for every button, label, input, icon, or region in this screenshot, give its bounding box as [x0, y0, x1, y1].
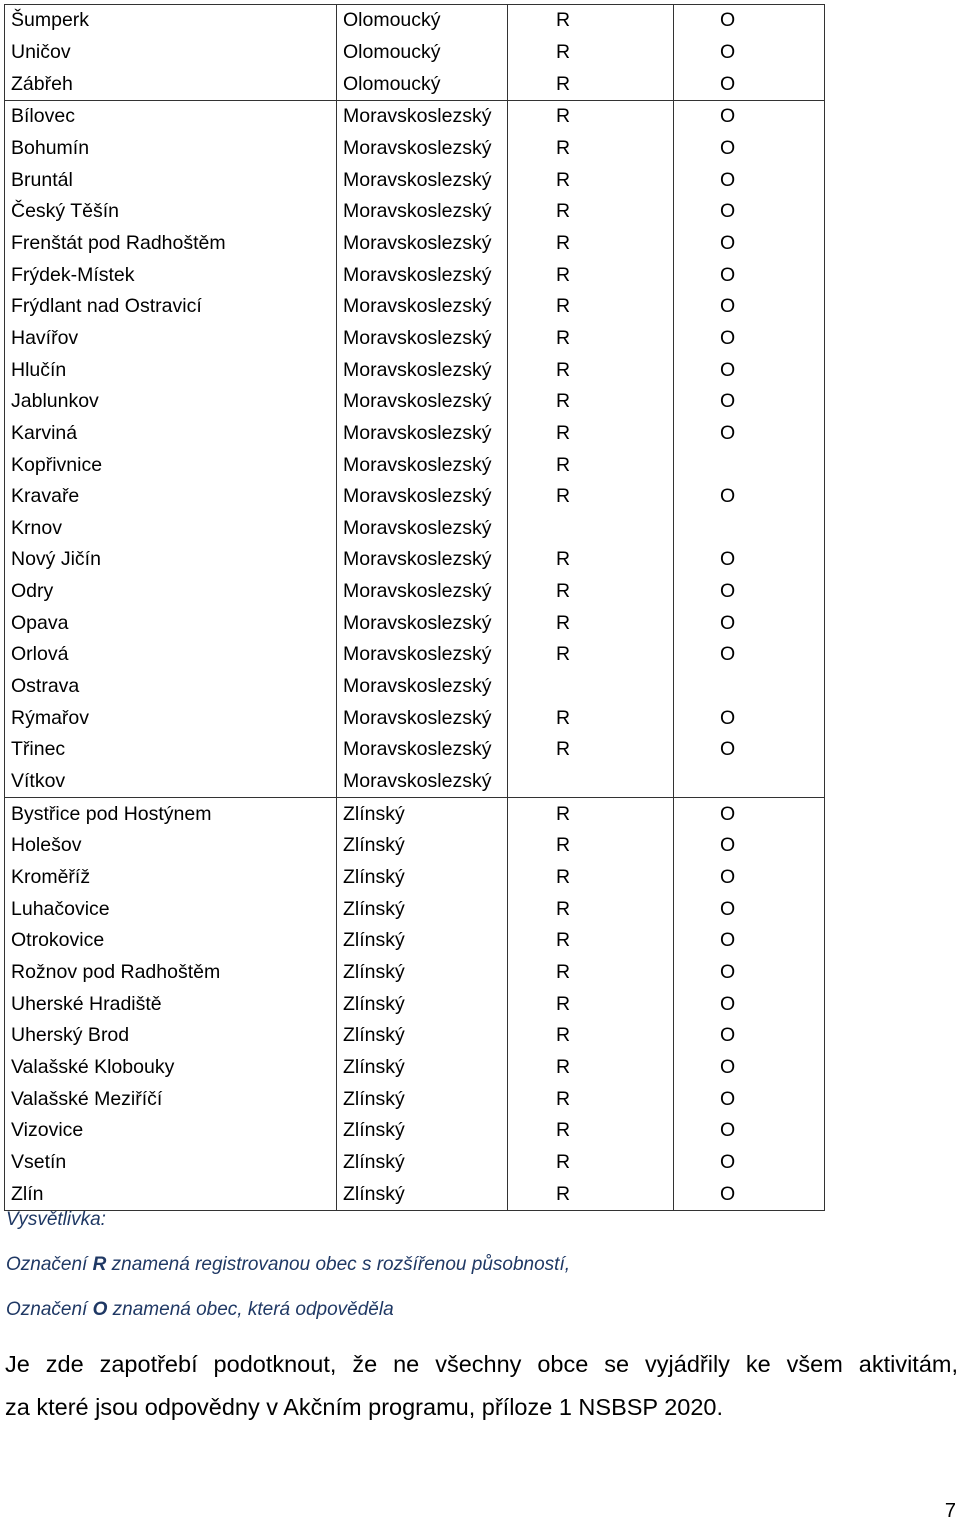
table-row — [5, 449, 825, 481]
city-cell: Vizovice — [5, 1115, 337, 1147]
o-mark-cell: O — [674, 68, 825, 100]
o-mark-cell: O — [674, 196, 825, 228]
region-cell: Zlínský — [337, 862, 508, 894]
o-mark-cell: O — [674, 386, 825, 418]
table-row — [5, 68, 825, 100]
legend-o-prefix: Označení — [6, 1299, 93, 1320]
o-mark-cell: O — [674, 1147, 825, 1179]
city-cell: Valašské Meziříčí — [5, 1083, 337, 1115]
r-mark-cell — [508, 766, 674, 798]
o-mark-cell: O — [674, 1115, 825, 1147]
region-cell: Moravskoslezský — [337, 449, 508, 481]
o-mark-cell: O — [674, 893, 825, 925]
table-row — [5, 481, 825, 513]
legend-o-mark: O — [92, 1299, 108, 1320]
region-cell: Moravskoslezský — [337, 228, 508, 260]
r-mark-cell: R — [508, 196, 674, 228]
city-cell: Rožnov pod Radhoštěm — [5, 957, 337, 989]
table-row — [5, 164, 825, 196]
city-cell: Jablunkov — [5, 386, 337, 418]
city-cell: Kopřivnice — [5, 449, 337, 481]
region-cell: Moravskoslezský — [337, 513, 508, 545]
city-cell: Krnov — [5, 513, 337, 545]
region-cell: Moravskoslezský — [337, 671, 508, 703]
r-mark-cell: R — [508, 354, 674, 386]
r-mark-cell: R — [508, 37, 674, 69]
region-cell: Moravskoslezský — [337, 323, 508, 355]
table-row — [5, 1020, 825, 1052]
o-mark-cell: O — [674, 323, 825, 355]
region-cell: Olomoucký — [337, 37, 508, 69]
city-cell: Šumperk — [5, 5, 337, 37]
o-mark-cell — [674, 671, 825, 703]
city-cell: Český Těšín — [5, 196, 337, 228]
r-mark-cell: R — [508, 1147, 674, 1179]
region-cell: Zlínský — [337, 1020, 508, 1052]
r-mark-cell: R — [508, 164, 674, 196]
region-cell: Moravskoslezský — [337, 196, 508, 228]
region-cell: Zlínský — [337, 1147, 508, 1179]
region-cell: Moravskoslezský — [337, 386, 508, 418]
o-mark-cell: O — [674, 862, 825, 894]
r-mark-cell: R — [508, 481, 674, 513]
legend-r-prefix: Označení — [6, 1254, 93, 1275]
region-cell: Moravskoslezský — [337, 354, 508, 386]
table-row — [5, 291, 825, 323]
region-cell: Zlínský — [337, 957, 508, 989]
o-mark-cell: O — [674, 291, 825, 323]
region-cell: Moravskoslezský — [337, 164, 508, 196]
region-cell: Olomoucký — [337, 68, 508, 100]
table-row — [5, 576, 825, 608]
table-row — [5, 386, 825, 418]
table-row — [5, 862, 825, 894]
table-row — [5, 37, 825, 69]
o-mark-cell: O — [674, 354, 825, 386]
o-mark-cell: O — [674, 133, 825, 165]
table-row — [5, 766, 825, 798]
region-cell: Moravskoslezský — [337, 639, 508, 671]
table-row — [5, 354, 825, 386]
r-mark-cell: R — [508, 259, 674, 291]
r-mark-cell: R — [508, 1052, 674, 1084]
r-mark-cell: R — [508, 1178, 674, 1210]
city-cell: Zlín — [5, 1178, 337, 1210]
o-mark-cell: O — [674, 1083, 825, 1115]
r-mark-cell — [508, 671, 674, 703]
city-cell: Uničov — [5, 37, 337, 69]
note-paragraph — [5, 1343, 958, 1429]
city-cell: Opava — [5, 607, 337, 639]
city-cell: Uherský Brod — [5, 1020, 337, 1052]
city-cell: Frenštát pod Radhoštěm — [5, 228, 337, 260]
o-mark-cell: O — [674, 1052, 825, 1084]
table-row — [5, 228, 825, 260]
table-row — [5, 639, 825, 671]
o-mark-cell: O — [674, 544, 825, 576]
city-cell: Luhačovice — [5, 893, 337, 925]
city-cell: Holešov — [5, 830, 337, 862]
table-row — [5, 133, 825, 165]
region-cell: Moravskoslezský — [337, 291, 508, 323]
region-cell: Zlínský — [337, 893, 508, 925]
o-mark-cell: O — [674, 576, 825, 608]
table-row — [5, 1115, 825, 1147]
table-row — [5, 798, 825, 830]
r-mark-cell: R — [508, 893, 674, 925]
r-mark-cell: R — [508, 228, 674, 260]
r-mark-cell: R — [508, 925, 674, 957]
o-mark-cell: O — [674, 481, 825, 513]
o-mark-cell: O — [674, 418, 825, 450]
region-cell: Moravskoslezský — [337, 544, 508, 576]
table-row — [5, 671, 825, 703]
region-cell: Moravskoslezský — [337, 702, 508, 734]
city-cell: Kroměříž — [5, 862, 337, 894]
city-cell: Nový Jičín — [5, 544, 337, 576]
o-mark-cell: O — [674, 798, 825, 830]
city-cell: Frýdlant nad Ostravicí — [5, 291, 337, 323]
region-cell: Zlínský — [337, 798, 508, 830]
city-cell: Odry — [5, 576, 337, 608]
page-number: 7 — [944, 1500, 956, 1522]
o-mark-cell: O — [674, 37, 825, 69]
o-mark-cell: O — [674, 734, 825, 766]
region-cell: Moravskoslezský — [337, 481, 508, 513]
city-cell: Bílovec — [5, 100, 337, 132]
table-row — [5, 607, 825, 639]
city-cell: Vítkov — [5, 766, 337, 798]
r-mark-cell: R — [508, 607, 674, 639]
legend-o-explanation — [6, 1299, 394, 1321]
legend-r-mark: R — [92, 1254, 107, 1275]
note-line-1: Je zde zapotřebí podotknout, že ne všechny obce se vyjádřily ke všem aktivitám, — [5, 1351, 958, 1377]
o-mark-cell: O — [674, 5, 825, 37]
city-cell: Havířov — [5, 323, 337, 355]
r-mark-cell: R — [508, 68, 674, 100]
city-cell: Zábřeh — [5, 68, 337, 100]
city-cell: Karviná — [5, 418, 337, 450]
region-cell: Moravskoslezský — [337, 766, 508, 798]
o-mark-cell: O — [674, 100, 825, 132]
r-mark-cell: R — [508, 544, 674, 576]
city-cell: Bruntál — [5, 164, 337, 196]
r-mark-cell: R — [508, 1020, 674, 1052]
city-cell: Otrokovice — [5, 925, 337, 957]
o-mark-cell: O — [674, 925, 825, 957]
city-cell: Kravaře — [5, 481, 337, 513]
o-mark-cell — [674, 449, 825, 481]
r-mark-cell: R — [508, 323, 674, 355]
city-cell: Valašské Klobouky — [5, 1052, 337, 1084]
region-cell: Moravskoslezský — [337, 734, 508, 766]
region-cell: Moravskoslezský — [337, 607, 508, 639]
city-cell: Orlová — [5, 639, 337, 671]
table-row — [5, 1052, 825, 1084]
o-mark-cell — [674, 513, 825, 545]
region-cell: Zlínský — [337, 1052, 508, 1084]
table-row — [5, 988, 825, 1020]
o-mark-cell: O — [674, 259, 825, 291]
r-mark-cell: R — [508, 449, 674, 481]
region-cell: Zlínský — [337, 1115, 508, 1147]
r-mark-cell: R — [508, 798, 674, 830]
city-cell: Uherské Hradiště — [5, 988, 337, 1020]
table-row — [5, 5, 825, 37]
r-mark-cell: R — [508, 734, 674, 766]
table-row — [5, 259, 825, 291]
region-cell: Moravskoslezský — [337, 418, 508, 450]
table-row — [5, 323, 825, 355]
city-cell: Bohumín — [5, 133, 337, 165]
r-mark-cell: R — [508, 830, 674, 862]
table-row — [5, 893, 825, 925]
table-row — [5, 702, 825, 734]
table-row — [5, 734, 825, 766]
table-row — [5, 830, 825, 862]
city-cell: Třinec — [5, 734, 337, 766]
r-mark-cell: R — [508, 133, 674, 165]
r-mark-cell: R — [508, 576, 674, 608]
note-line-2: za které jsou odpovědny v Akčním programu, příloze 1 NSBSP 2020. — [5, 1394, 724, 1420]
city-cell: Vsetín — [5, 1147, 337, 1179]
legend-r-text: znamená registrovanou obec s rozšířenou působností, — [106, 1254, 571, 1275]
r-mark-cell: R — [508, 100, 674, 132]
legend-title: Vysvětlivka: — [6, 1209, 106, 1230]
r-mark-cell: R — [508, 386, 674, 418]
table-body — [5, 5, 825, 1211]
o-mark-cell: O — [674, 702, 825, 734]
table-row — [5, 1147, 825, 1179]
table-row — [5, 196, 825, 228]
r-mark-cell: R — [508, 957, 674, 989]
region-cell: Moravskoslezský — [337, 259, 508, 291]
r-mark-cell: R — [508, 639, 674, 671]
city-cell: Bystřice pod Hostýnem — [5, 798, 337, 830]
o-mark-cell: O — [674, 639, 825, 671]
city-cell: Hlučín — [5, 354, 337, 386]
region-cell: Zlínský — [337, 925, 508, 957]
table-row — [5, 544, 825, 576]
r-mark-cell: R — [508, 862, 674, 894]
table-row — [5, 957, 825, 989]
table-row — [5, 1083, 825, 1115]
region-cell: Zlínský — [337, 1083, 508, 1115]
region-cell: Moravskoslezský — [337, 133, 508, 165]
region-cell: Olomoucký — [337, 5, 508, 37]
o-mark-cell: O — [674, 1178, 825, 1210]
table-row — [5, 418, 825, 450]
r-mark-cell: R — [508, 1083, 674, 1115]
city-cell: Ostrava — [5, 671, 337, 703]
region-cell: Zlínský — [337, 1178, 508, 1210]
r-mark-cell: R — [508, 702, 674, 734]
table-row — [5, 1178, 825, 1210]
city-cell: Frýdek-Místek — [5, 259, 337, 291]
city-cell: Rýmařov — [5, 702, 337, 734]
o-mark-cell: O — [674, 1020, 825, 1052]
o-mark-cell: O — [674, 607, 825, 639]
region-cell: Moravskoslezský — [337, 100, 508, 132]
table-row — [5, 925, 825, 957]
region-cell: Moravskoslezský — [337, 576, 508, 608]
r-mark-cell: R — [508, 418, 674, 450]
o-mark-cell — [674, 766, 825, 798]
o-mark-cell: O — [674, 164, 825, 196]
r-mark-cell: R — [508, 988, 674, 1020]
r-mark-cell: R — [508, 5, 674, 37]
o-mark-cell: O — [674, 988, 825, 1020]
region-cell: Zlínský — [337, 988, 508, 1020]
legend-r-explanation — [6, 1254, 570, 1276]
o-mark-cell: O — [674, 957, 825, 989]
o-mark-cell: O — [674, 830, 825, 862]
r-mark-cell: R — [508, 291, 674, 323]
r-mark-cell: R — [508, 1115, 674, 1147]
municipality-table — [4, 4, 825, 1211]
region-cell: Zlínský — [337, 830, 508, 862]
table-row — [5, 513, 825, 545]
o-mark-cell: O — [674, 228, 825, 260]
r-mark-cell — [508, 513, 674, 545]
legend-o-text: znamená obec, která odpověděla — [107, 1299, 394, 1320]
table-row — [5, 100, 825, 132]
